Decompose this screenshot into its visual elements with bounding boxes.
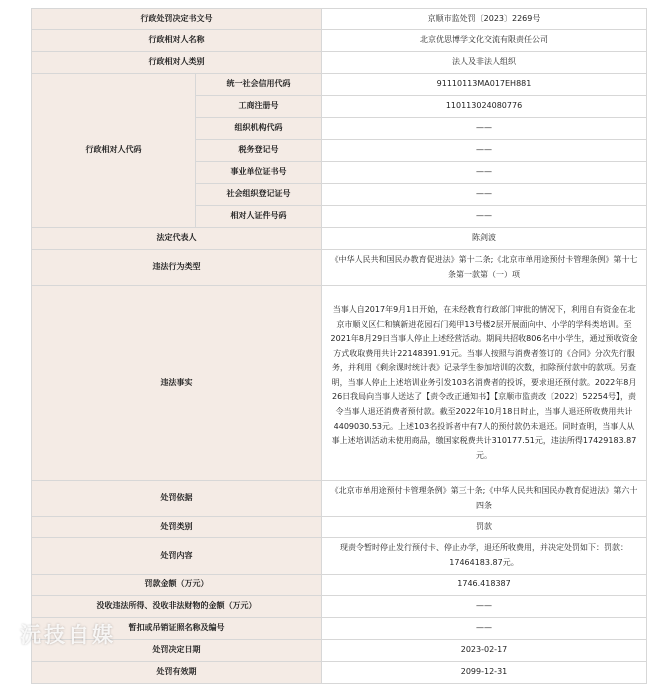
fine-label: 罚款金额（万元）	[32, 574, 322, 595]
social-org-cert-value: ——	[322, 184, 647, 206]
violation-type-label: 违法行为类型	[32, 250, 322, 286]
legal-rep-label: 法定代表人	[32, 228, 322, 250]
row-content	[32, 538, 647, 574]
row-legal-rep	[32, 228, 647, 250]
institution-cert-label: 事业单位证书号	[196, 162, 322, 184]
confiscation-value: ——	[322, 595, 647, 617]
license-value: ——	[322, 617, 647, 639]
row-credit-code	[32, 74, 647, 96]
party-name-label: 行政相对人名称	[32, 30, 322, 52]
row-violation-facts	[32, 286, 647, 481]
row-fine	[32, 574, 647, 595]
legal-rep-value: 陈剑波	[322, 228, 647, 250]
violation-facts-value: 当事人自2017年9月1日开始，在未经教育行政部门审批的情况下，利用自有资金在北京市顺义区仁和镇新进花园石门苑甲13号楼2层开展面向中、小学的学科类培训。至2021年8月29日当事人停止上述经营活动。期间共招收806名中小学生，通过预收资金方式收取费用共计22148391.91元。当事人按照与消费者签订的《合同》分次先行服务，并利用《剩余课时统计表》记录学生参加培训的次数，扣除预付款中的款项。另查明，当事人停止上述培训业务引发103名消费者的投诉，要求退还预付款。2022年8月26日我局向当事人送达了【责令改正通知书】【京顺市监责改〔2022〕52254号】，责令当事人退还消费者预付款。截至2022年10月18日时止，当事人退还所收费用共计4409030.53元。上述103名投诉者中有7人的预付款仍未退还。同时查明，当事人从事上述培训活动未使用商品，缴国家税费共计310177.51元，违法所得17429183.87元。	[322, 286, 647, 481]
row-confiscation	[32, 595, 647, 617]
row-category	[32, 517, 647, 538]
decision-date-value: 2023-02-17	[322, 639, 647, 661]
row-valid-until	[32, 661, 647, 683]
row-violation-type	[32, 250, 647, 286]
row-basis	[32, 481, 647, 517]
row-party-name	[32, 30, 647, 52]
row-party-type	[32, 52, 647, 74]
basis-label: 处罚依据	[32, 481, 322, 517]
category-value: 罚款	[322, 517, 647, 538]
license-label: 暂扣或吊销证照名称及编号	[32, 617, 322, 639]
party-type-value: 法人及非法人组织	[322, 52, 647, 74]
confiscation-label: 没收违法所得、没收非法财物的金额（万元）	[32, 595, 322, 617]
row-doc-no	[32, 9, 647, 30]
content-label: 处罚内容	[32, 538, 322, 574]
org-code-label: 组织机构代码	[196, 118, 322, 140]
category-label: 处罚类别	[32, 517, 322, 538]
penalty-info-table	[31, 8, 647, 684]
credit-code-value: 91110113MA017EH881	[322, 74, 647, 96]
tax-no-value: ——	[322, 140, 647, 162]
id-no-label: 相对人证件号码	[196, 206, 322, 228]
watermark: 沅技自媒	[20, 623, 116, 647]
social-org-cert-label: 社会组织登记证号	[196, 184, 322, 206]
penalty-info-table-container	[31, 8, 646, 684]
reg-no-label: 工商注册号	[196, 96, 322, 118]
valid-until-value: 2099-12-31	[322, 661, 647, 683]
reg-no-value: 110113024080776	[322, 96, 647, 118]
doc-no-value: 京顺市监处罚〔2023〕2269号	[322, 9, 647, 30]
code-group-label: 行政相对人代码	[32, 74, 196, 228]
institution-cert-value: ——	[322, 162, 647, 184]
id-no-value: ——	[322, 206, 647, 228]
basis-value: 《北京市单用途预付卡管理条例》第三十条;《中华人民共和国民办教育促进法》第六十四条	[322, 481, 647, 517]
valid-until-label: 处罚有效期	[32, 661, 322, 683]
doc-no-label: 行政处罚决定书文号	[32, 9, 322, 30]
row-decision-date	[32, 639, 647, 661]
violation-type-value: 《中华人民共和国民办教育促进法》第十二条;《北京市单用途预付卡管理条例》第十七条第一款第（一）项	[322, 250, 647, 286]
decision-date-label: 处罚决定日期	[32, 639, 322, 661]
content-value: 现责令暂时停止发行预付卡、停止办学，退还所收费用，并决定处罚如下：罚款：17464183.87元。	[322, 538, 647, 574]
violation-facts-label: 违法事实	[32, 286, 322, 481]
fine-value: 1746.418387	[322, 574, 647, 595]
tax-no-label: 税务登记号	[196, 140, 322, 162]
party-name-value: 北京优思博学文化交流有限责任公司	[322, 30, 647, 52]
party-type-label: 行政相对人类别	[32, 52, 322, 74]
org-code-value: ——	[322, 118, 647, 140]
credit-code-label: 统一社会信用代码	[196, 74, 322, 96]
row-license	[32, 617, 647, 639]
